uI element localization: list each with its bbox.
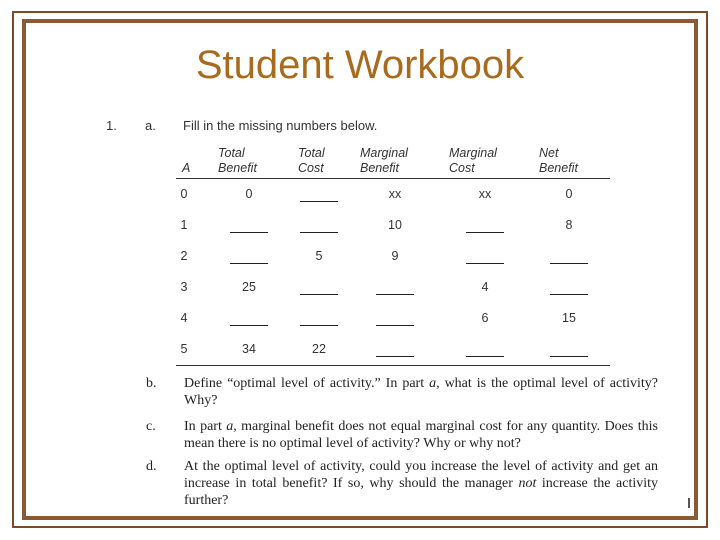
table-header [176, 146, 610, 179]
cell-marginal-benefit [372, 342, 418, 357]
header-net-benefit: Net Benefit [539, 146, 578, 175]
answer-blank [230, 311, 268, 326]
table-body [176, 179, 610, 366]
cell-marginal-cost [462, 342, 508, 357]
table-row [176, 210, 610, 241]
cell-net-benefit: 8 [565, 218, 573, 232]
cell-a: 0 [180, 187, 188, 201]
cell-total-benefit [226, 311, 272, 326]
cell-marginal-benefit: 10 [388, 218, 402, 232]
answer-blank [550, 342, 588, 357]
cell-marginal-cost: 4 [481, 280, 489, 294]
subquestion-d-label: d. [146, 459, 157, 474]
cell-a: 2 [180, 249, 188, 263]
answer-blank [300, 311, 338, 326]
answer-blank [550, 280, 588, 295]
answer-blank [230, 249, 268, 264]
answer-blank [376, 342, 414, 357]
cell-marginal-benefit: xx [388, 187, 402, 201]
part-a-instruction: Fill in the missing numbers below. [183, 118, 378, 133]
cell-net-benefit [546, 342, 592, 357]
cell-marginal-benefit: 9 [391, 249, 399, 263]
header-a: A [182, 161, 191, 175]
header-total-benefit: Total Benefit [218, 146, 257, 175]
cell-net-benefit: 0 [565, 187, 573, 201]
answer-blank [300, 280, 338, 295]
cell-total-cost [296, 187, 342, 202]
subquestion-c-label: c. [146, 419, 156, 434]
cell-a: 1 [180, 218, 188, 232]
cell-a: 5 [180, 342, 188, 356]
slide-title: Student Workbook [195, 43, 525, 87]
table-row [176, 241, 610, 272]
cell-total-benefit: 0 [245, 187, 253, 201]
cell-total-cost [296, 218, 342, 233]
cell-marginal-benefit [372, 311, 418, 326]
cell-marginal-benefit [372, 280, 418, 295]
cell-a: 4 [180, 311, 188, 325]
subquestion-b-text: Define “optimal level of activity.” In part a, what is the optimal level of activity? Why? [184, 376, 658, 408]
cell-marginal-cost: 6 [481, 311, 489, 325]
answer-blank [466, 249, 504, 264]
answer-blank [550, 249, 588, 264]
answer-blank [300, 218, 338, 233]
question-number: 1. [106, 118, 117, 133]
answer-blank [376, 311, 414, 326]
cell-total-benefit: 25 [242, 280, 256, 294]
cell-total-cost: 5 [315, 249, 323, 263]
answer-blank [466, 218, 504, 233]
answer-blank [376, 280, 414, 295]
subquestion-c-text: In part a, marginal benefit does not equal marginal cost for any quantity. Does this mean there is no optimal level of activity? Why or why not? [184, 419, 658, 451]
header-marginal-benefit: Marginal Benefit [360, 146, 408, 175]
cell-marginal-cost [462, 218, 508, 233]
cell-total-cost [296, 280, 342, 295]
cell-net-benefit: 15 [562, 311, 576, 325]
part-a-label: a. [145, 118, 156, 133]
cell-marginal-cost: xx [478, 187, 492, 201]
cell-total-benefit [226, 249, 272, 264]
page-marker [688, 498, 690, 508]
answer-blank [300, 187, 338, 202]
benefit-cost-table [176, 146, 610, 366]
cell-net-benefit [546, 280, 592, 295]
table-row [176, 179, 610, 210]
cell-a: 3 [180, 280, 188, 294]
cell-total-cost [296, 311, 342, 326]
answer-blank [466, 342, 504, 357]
cell-total-cost: 22 [312, 342, 326, 356]
cell-marginal-cost [462, 249, 508, 264]
cell-net-benefit [546, 249, 592, 264]
header-marginal-cost: Marginal Cost [449, 146, 497, 175]
subquestion-b-label: b. [146, 376, 157, 391]
answer-blank [230, 218, 268, 233]
table-row [176, 303, 610, 334]
table-row [176, 334, 610, 366]
header-total-cost: Total Cost [298, 146, 325, 175]
cell-total-benefit [226, 218, 272, 233]
subquestion-d-text: At the optimal level of activity, could you increase the level of activity and get an increase in total benefit? If so, why should the manager not increase the activity further? [184, 459, 659, 508]
table-row [176, 272, 610, 303]
cell-total-benefit: 34 [242, 342, 256, 356]
